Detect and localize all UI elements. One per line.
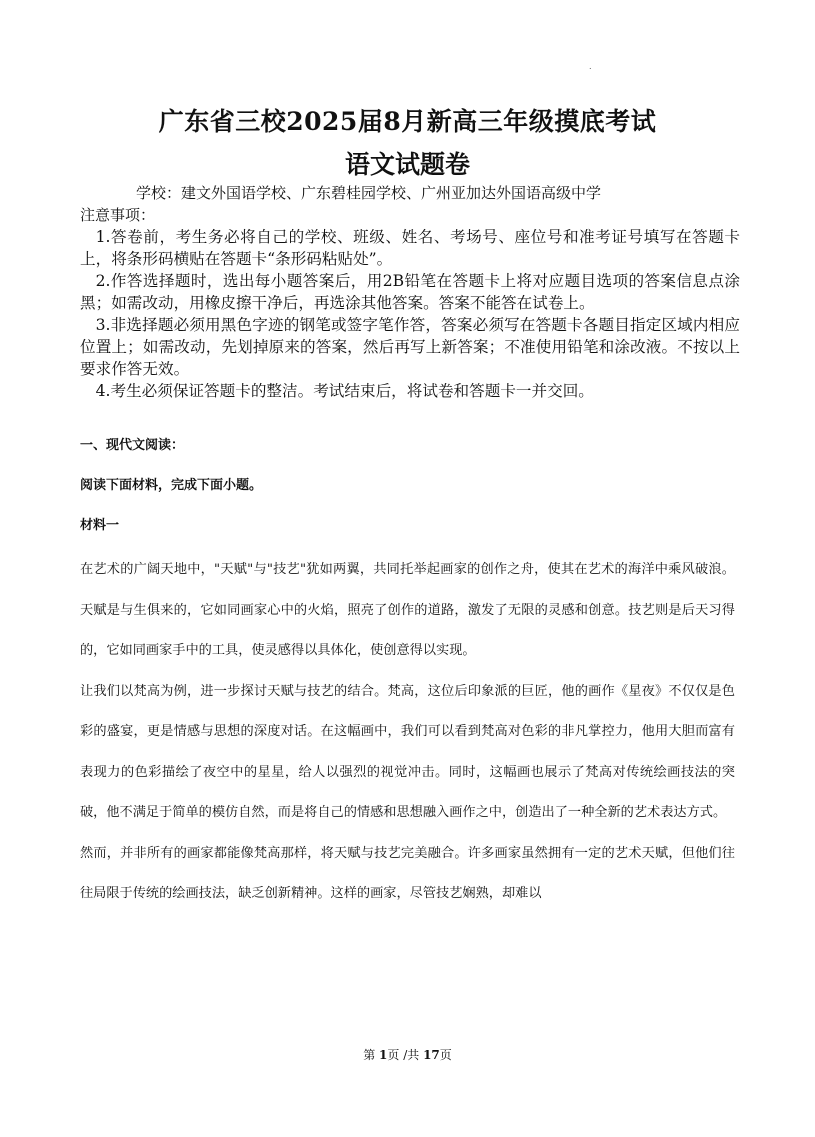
notice-item: 3.非选择题必须用黑色字迹的钢笔或签字笔作答，答案必须写在答题卡各题目指定区域内相应位置上；如需改动，先划掉原来的答案，然后再写上新答案；不准使用铅笔和涂改液。不按以上要求作答无效。 [80, 316, 740, 378]
corner-mark: . [589, 62, 592, 71]
body-paragraph: 让我们以梵高为例，进一步探讨天赋与技艺的结合。梵高，这位后印象派的巨匠，他的画作《星夜》不仅仅是色彩的盛宴，更是情感与思想的深度对话。在这幅画中，我们可以看到梵高对色彩的非凡掌控力，他用大胆而富有表现力的色彩描绘了夜空中的星星，给人以强烈的视觉冲击。同时，这幅画也展示了梵高对传统绘画技法的突破，他不满足于简单的模仿自然，而是将自己的情感和思想融入画作之中，创造出了一种全新的艺术表达方式。 [80, 683, 735, 820]
exam-subtitle: 语文试题卷 [344, 150, 470, 179]
schools-line: 学校：建文外国语学校、广东碧桂园学校、广州亚加达外国语高级中学 [136, 184, 602, 202]
body-paragraph: 在艺术的广阔天地中，"天赋"与"技艺"犹如两翼，共同托举起画家的创作之舟，使其在艺术的海洋中乘风破浪。天赋是与生俱来的，它如同画家心中的火焰，照亮了创作的道路，激发了无限的灵感和创意。技艺则是后天习得的，它如同画家手中的工具，使灵感得以具体化，使创意得以实现。 [80, 562, 735, 658]
body-paragraph: 然而，并非所有的画家都能像梵高那样，将天赋与技艺完美融合。许多画家虽然拥有一定的艺术天赋，但他们往往局限于传统的绘画技法，缺乏创新精神。这样的画家，尽管技艺娴熟，却难以 [80, 845, 735, 901]
material-label: 材料一 [80, 518, 120, 533]
page-footer [0, 1046, 815, 1063]
notice-heading: 注意事项： [80, 206, 156, 224]
notice-list [80, 226, 740, 402]
notice-item: 1.答卷前，考生务必将自己的学校、班级、姓名、考场号、座位号和准考证号填写在答题卡上，将条形码横贴在答题卡“条形码粘贴处”。 [80, 228, 740, 268]
notice-item: 4.考生必须保证答题卡的整洁。考试结束后，将试卷和答题卡一并交回。 [95, 382, 594, 400]
notice-item: 2.作答选择题时，选出每小题答案后，用2B铅笔在答题卡上将对应题目选项的答案信息点涂黑；如需改动，用橡皮擦干净后，再选涂其他答案。答案不能答在试卷上。 [80, 272, 740, 312]
section-heading: 一、现代文阅读： [80, 438, 185, 453]
section-instruction: 阅读下面材料，完成下面小题。 [80, 478, 263, 493]
footer-middle: 页 /共 [387, 1048, 420, 1062]
footer-page-number: 1 [379, 1048, 388, 1062]
footer-suffix: 页 [439, 1048, 452, 1062]
footer-total-pages: 17 [423, 1048, 440, 1062]
footer-prefix: 第 [363, 1048, 376, 1062]
exam-title: 广东省三校2025届8月新高三年级摸底考试 [158, 107, 657, 136]
material-body [80, 550, 735, 915]
